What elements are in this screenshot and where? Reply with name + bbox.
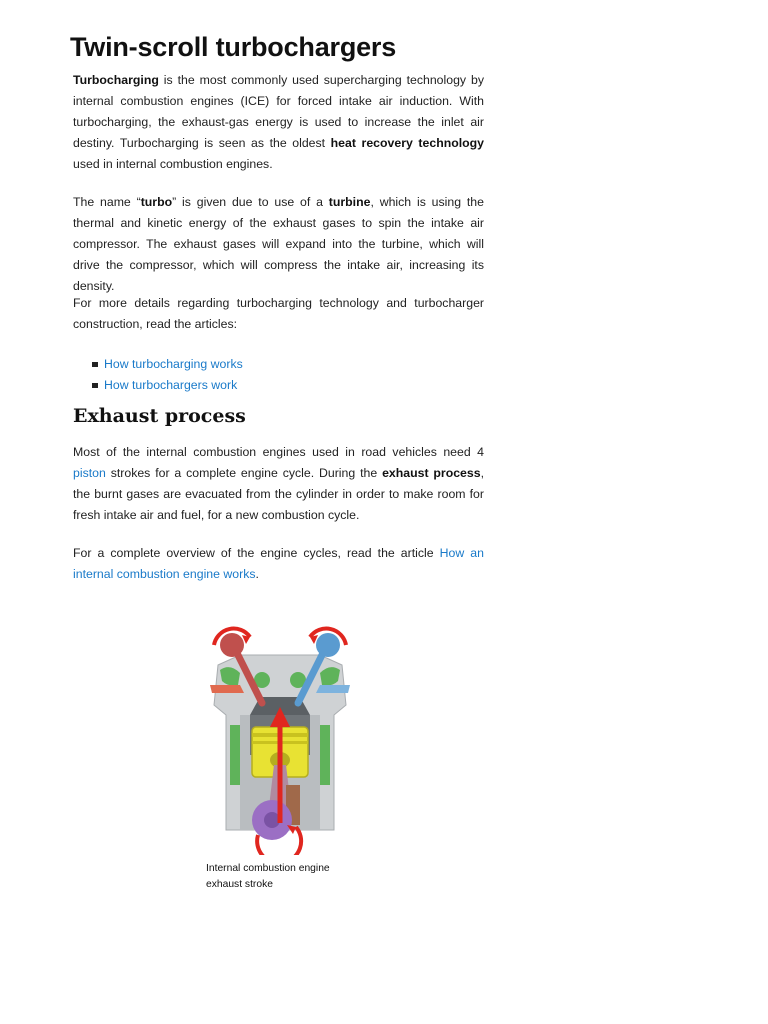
intro-paragraph [73, 70, 484, 175]
paragraph-text: . [255, 567, 259, 581]
page-title: Twin-scroll turbochargers [70, 32, 397, 62]
paragraph-text: Most of the internal combustion engines used in road vehicles need 4 [73, 445, 484, 459]
paragraph-text: The name “ [73, 195, 141, 209]
link-piston[interactable]: piston [73, 466, 106, 480]
paragraph-text: For a complete overview of the engine cycles, read the article [73, 546, 440, 560]
paragraph-text: , which is using the thermal and kinetic energy of the exhaust gases to spin the intake air compressor. The exhaust gases will expand into the turbine, which will drive the compressor, which will compress the intake air, increasing its density. [73, 195, 484, 293]
bullet-icon [92, 362, 98, 367]
turbo-name-paragraph [73, 192, 484, 297]
engine-cycles-paragraph [73, 543, 484, 585]
list-item [73, 375, 243, 396]
caption-line: exhaust stroke [206, 878, 273, 890]
bold-term: exhaust process [382, 466, 481, 480]
bold-term: Turbocharging [73, 73, 159, 87]
paragraph-text: is the most commonly used supercharging technology by internal combustion engines (ICE) for forced intake air induction. With turbocharging, the exhaust-gas energy is used to increase the inlet air destiny. Turbocharging is seen as the oldest [73, 73, 484, 150]
bullet-icon [92, 383, 98, 388]
link-how-ice-works[interactable]: How an internal combustion engine works [73, 546, 484, 581]
paragraph-text: strokes for a complete engine cycle. During the [105, 466, 383, 480]
section-heading-exhaust-process: Exhaust process [73, 405, 246, 427]
list-item [73, 354, 243, 375]
paragraph-text: used in internal combustion engines. [73, 157, 273, 171]
figure-caption [206, 861, 330, 892]
bold-term: turbine [328, 195, 371, 209]
caption-line: Internal combustion engine [206, 863, 330, 874]
paragraph-text: , the burnt gases are evacuated from the cylinder in order to make room for fresh intake air and fuel, for a new combustion cycle. [73, 466, 484, 522]
related-links-list [73, 354, 243, 395]
bold-term: turbo [140, 195, 173, 209]
exhaust-process-paragraph [73, 442, 484, 526]
link-how-turbocharging-works[interactable]: How turbocharging works [104, 357, 243, 371]
engine-exhaust-stroke-image [200, 615, 360, 855]
bold-term: heat recovery technology [330, 136, 485, 150]
more-details-paragraph: For more details regarding turbocharging technology and turbocharger construction, read the articles: [73, 296, 484, 331]
paragraph-text: ” is given due to use of a [172, 195, 329, 209]
link-how-turbochargers-work[interactable]: How turbochargers work [104, 377, 238, 392]
